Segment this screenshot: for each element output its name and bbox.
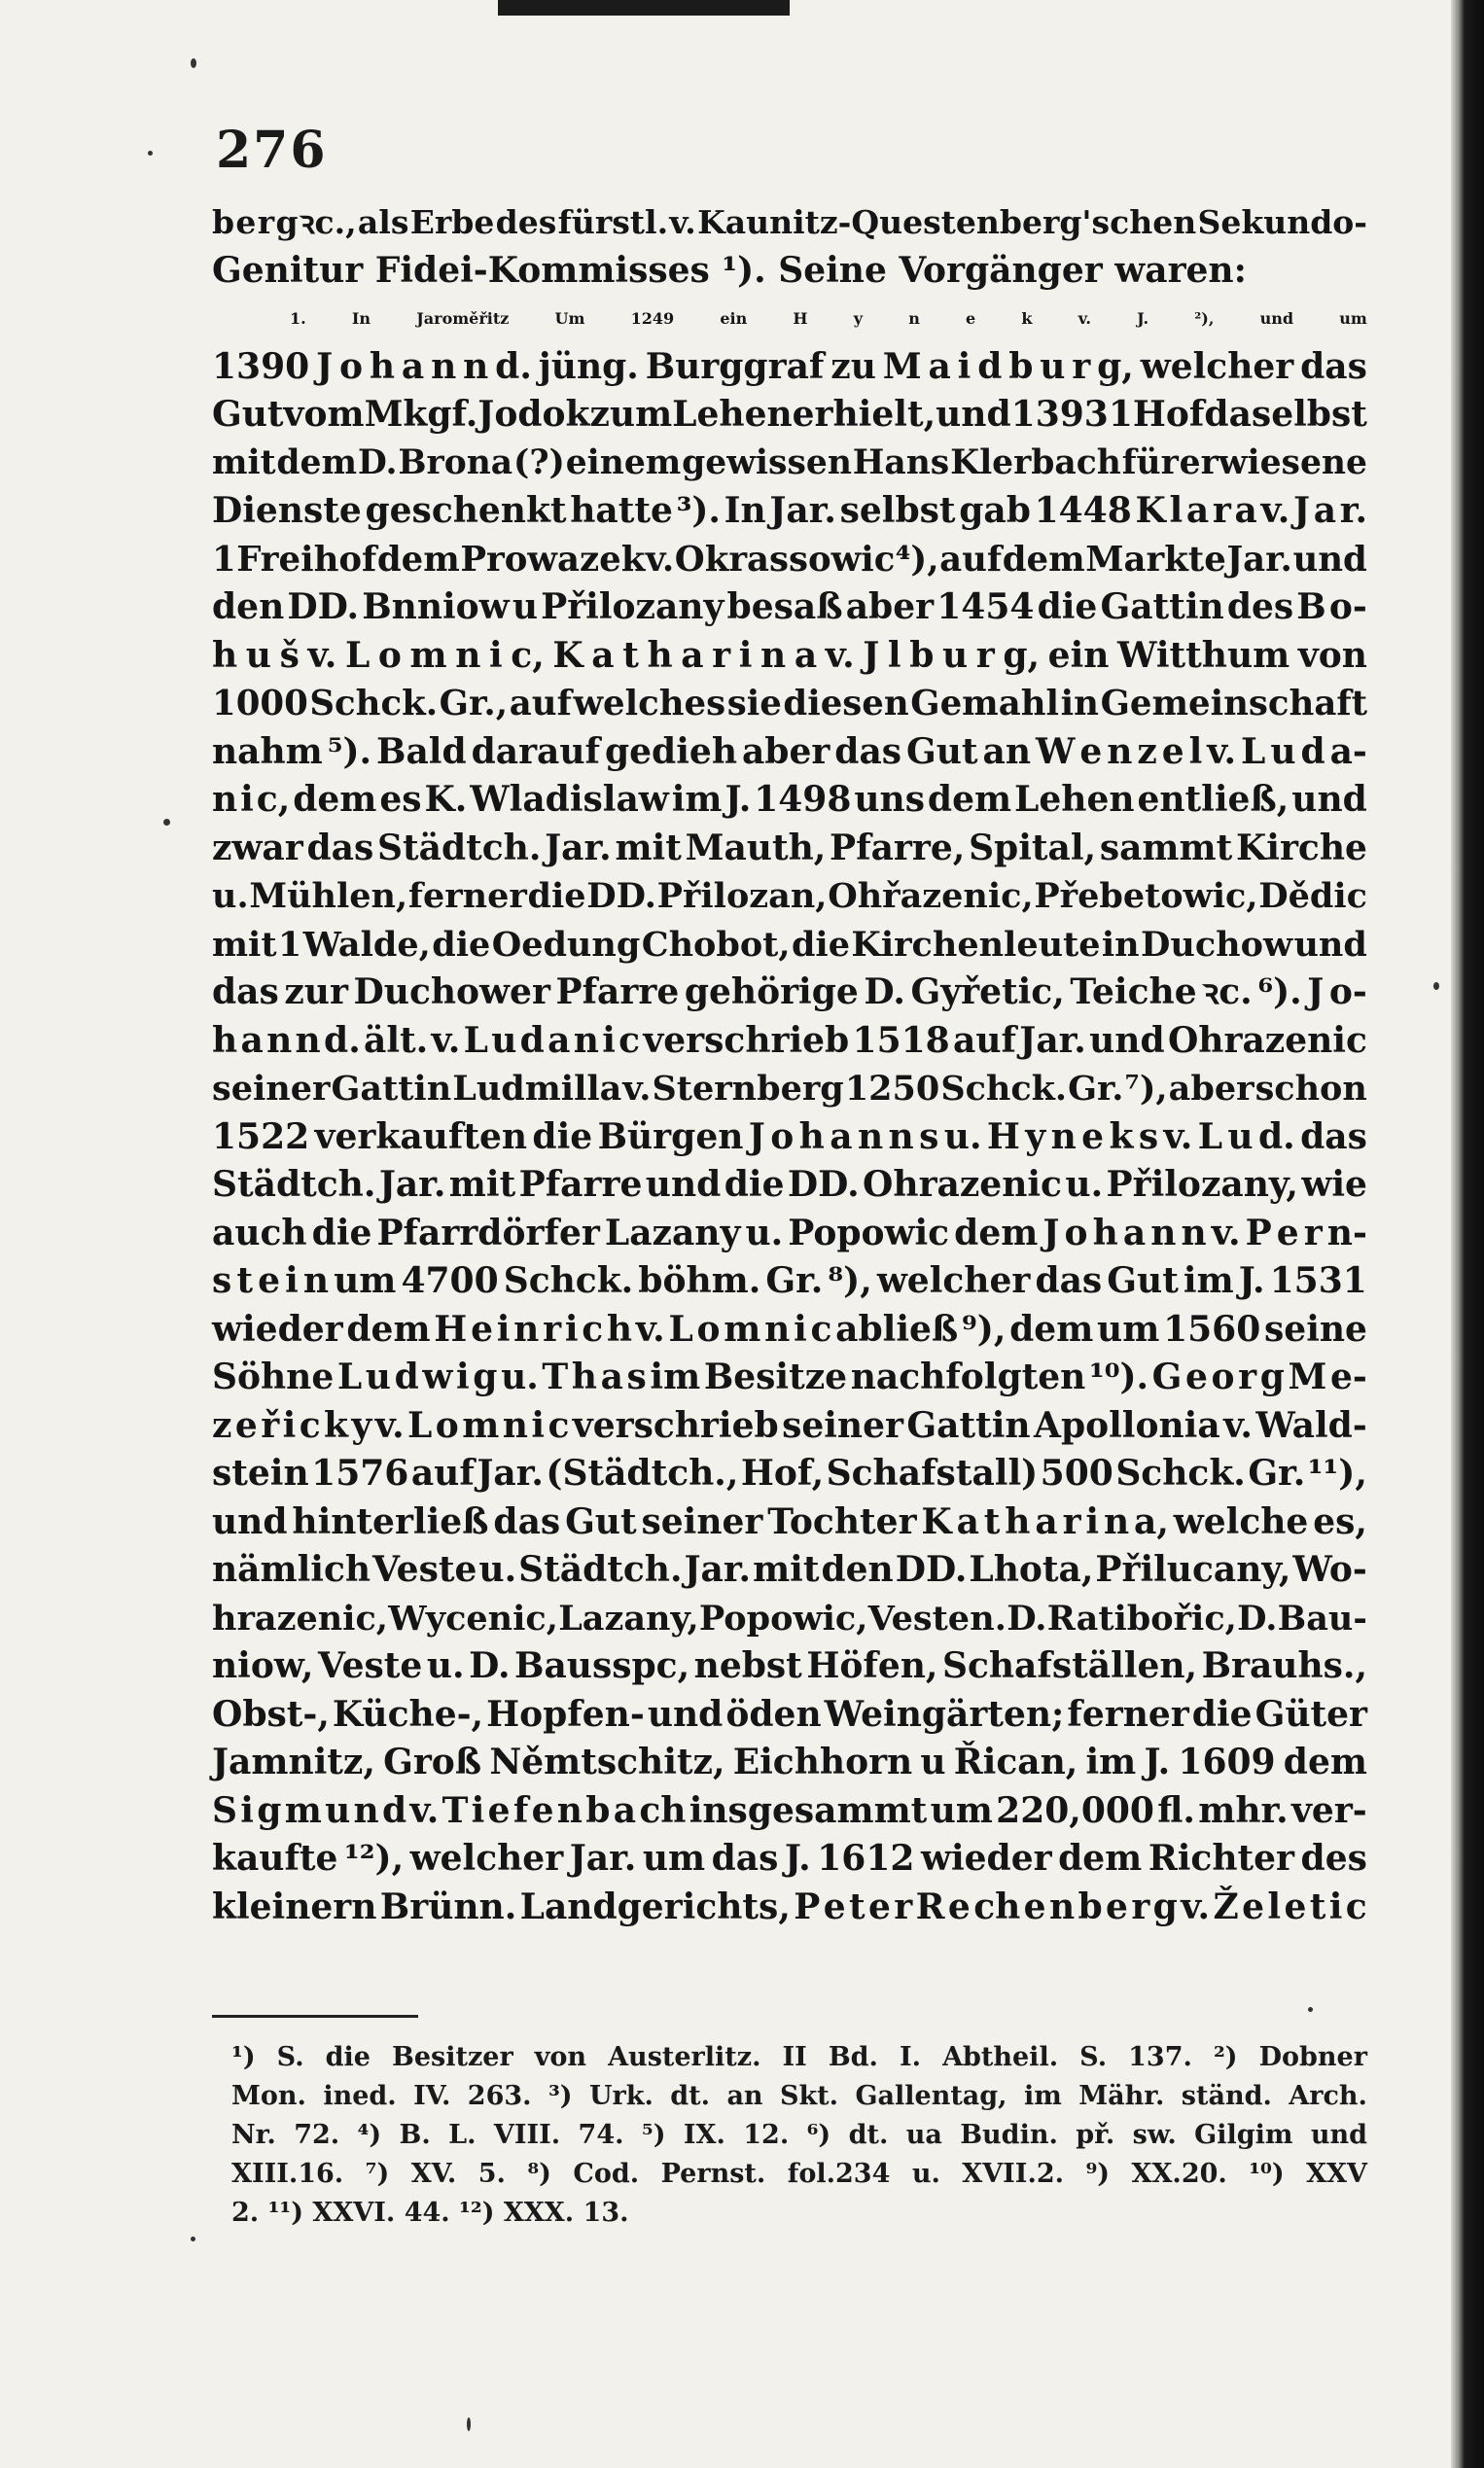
scan-speck <box>191 2237 195 2241</box>
scan-speck <box>1433 982 1439 990</box>
text-line: seiner Gattin Ludmilla v. Sternberg 1250 Schck. Gr. ⁷), aber schon <box>212 1069 1367 1109</box>
scan-edge-top <box>498 0 790 16</box>
text-line: stein 1576 auf Jar. (Städtch., Hof, Schafstall) 500 Schck. Gr. ¹¹), <box>212 1453 1367 1494</box>
text-line: auch die Pfarrdörfer Lazany u. Popowic dem J o h a n n v. P e r n- <box>212 1212 1367 1253</box>
text-line: Genitur Fidei-Kommisses ¹). Seine Vorgänger waren: <box>212 249 1247 291</box>
text-line: kleinern Brünn. Landgerichts, P e t e r R e ch e n b e r g v. Ž e l e t i c <box>212 1886 1367 1927</box>
text-line: Söhne L u d w i g u. T h a s im Besitze nachfolgten ¹⁰). G e o r g M e- <box>212 1357 1367 1397</box>
text-line: 1390 J o h a n n d. jüng. Burggraf zu M a i d b u r g, welcher das <box>212 345 1367 387</box>
text-line: 1000 Schck. Gr., auf welches sie diesen Gemahl in Gemeinschaft <box>212 684 1367 723</box>
footnotes <box>231 2038 1367 2233</box>
text-line: Gut vom Mkgf. Jodok zum Lehen erhielt, und 1393 1 Hof daselbst <box>212 394 1367 435</box>
footnote-line: Mon. ined. IV. 263. ³) Urk. dt. an Skt. Gallentag, im Mähr. ständ. Arch. <box>231 2081 1367 2111</box>
text-line: Jamnitz, Groß Němtschitz, Eichhorn u Řican, im J. 1609 dem <box>212 1742 1367 1782</box>
text-line: hrazenic, Wycenic, Lazany, Popowic, Veste n. D. Ratibořic, D. Bau- <box>212 1598 1367 1639</box>
footnote-line: Nr. 72. ⁴) B. L. VIII. 74. ⁵) IX. 12. ⁶) dt. ua Budin. př. sw. Gilgim und <box>231 2120 1367 2150</box>
scan-speck <box>148 151 153 156</box>
text-line: zwar das Städtch. Jar. mit Mauth, Pfarre, Spital, sammt Kirche <box>212 827 1367 868</box>
text-line: n i c, dem es K. Wladislaw im J. 1498 uns dem Lehen entließ, und <box>212 779 1367 820</box>
text-line: Dienste geschenkt hatte ³). In Jar. selbst gab 1448 K l a r a v. J a r. <box>212 490 1367 531</box>
text-line: u. Mühlen, ferner die DD. Přilozan, Ohřazenic, Přebetowic, Dědic <box>212 876 1367 916</box>
scan-speck <box>1308 2007 1313 2012</box>
text-line: niow, Veste u. D. Bausspc, nebst Höfen, Schafställen, Brauhs., <box>212 1645 1367 1686</box>
scan-speck <box>191 58 196 68</box>
text-line: und hinterließ das Gut seiner Tochter K a t h a r i n a, welche es, <box>212 1500 1367 1542</box>
text-line: h a n n d. ält. v. L u d a n i c verschrieb 1518 auf Jar. und Ohrazenic <box>212 1019 1367 1061</box>
page-number: 276 <box>216 121 328 180</box>
scan-speck <box>163 819 170 826</box>
text-line: 1522 verkauften die Bürgen J o h a n n s u. H y n e k s v. L u d. das <box>212 1115 1367 1157</box>
scan-speck <box>467 2417 471 2431</box>
text-line: 1. In Jaroměřitz Um 1249 ein H y n e k v. J. ²), und um <box>290 309 1367 328</box>
main-text <box>212 198 1367 1931</box>
text-line: mit dem D. Brona (?) einem gewissen Hans Klerbach für erwiesene <box>212 442 1367 482</box>
text-line: das zur Duchower Pfarre gehörige D. Gyřetic, Teiche ꝛc. ⁶). J o- <box>212 971 1367 1012</box>
text-line: Obst-, Küche-, Hopfen- und öden Weingärten; ferner die Güter <box>212 1693 1367 1735</box>
text-line: wieder dem H e i n r i c h v. L o m n i c abließ ⁹), dem um 1560 seine <box>212 1308 1367 1350</box>
scan-edge-right <box>1451 0 1484 2468</box>
text-line: Städtch. Jar. mit Pfarre und die DD. Ohrazenic u. Přilozany, wie <box>212 1164 1367 1205</box>
text-line: z e ř i c k y v. L o m n i c verschrieb seiner Gattin Apollonia v. Wald- <box>212 1404 1367 1446</box>
text-line: kaufte ¹²), welcher Jar. um das J. 1612 wieder dem Richter des <box>212 1838 1367 1879</box>
text-line: den DD. Bnniow u Přilozany besaß aber 1454 die Gattin des B o- <box>212 586 1367 627</box>
text-line: nahm ⁵). Bald darauf gedieh aber das Gut an W e n z e l v. L u d a- <box>212 730 1367 772</box>
footnote-line: ¹) S. die Besitzer von Austerlitz. II Bd. I. Abtheil. S. 137. ²) Dobner <box>231 2042 1367 2072</box>
footnote-line: 2. ¹¹) XXVI. 44. ¹²) XXX. 13. <box>231 2198 629 2228</box>
footnote-separator <box>212 2015 418 2018</box>
text-line: 1 Freihof dem Prowazek v. Okrassowic ⁴), auf dem Markte Jar. und <box>212 539 1367 580</box>
text-line: S i g m u n d v. T i e f e n b a ch insgesammt um 220,000 fl. mhr. ver- <box>212 1789 1367 1831</box>
text-line: s t e i n um 4700 Schck. böhm. Gr. ⁸), welcher das Gut im J. 1531 <box>212 1260 1367 1301</box>
text-line: mit 1 Walde, die Oedung Chobot, die Kirchenleute in Duchow und <box>212 924 1367 965</box>
text-line: b e r g ꝛc., als Erbe des fürstl. v. Kaunitz-Questenberg'schen Sekundo- <box>212 203 1367 241</box>
text-line: nämlich Veste u. Städtch. Jar. mit den DD. Lhota, Přilucany, Wo- <box>212 1549 1367 1590</box>
text-line: h u š v. L o m n i c, K a t h a r i n a v. J l b u r g, ein Witthum von <box>212 634 1367 676</box>
footnote-line: XIII.16. ⁷) XV. 5. ⁸) Cod. Pernst. fol.234 u. XVII.2. ⁹) XX.20. ¹⁰) XXV <box>231 2159 1367 2189</box>
